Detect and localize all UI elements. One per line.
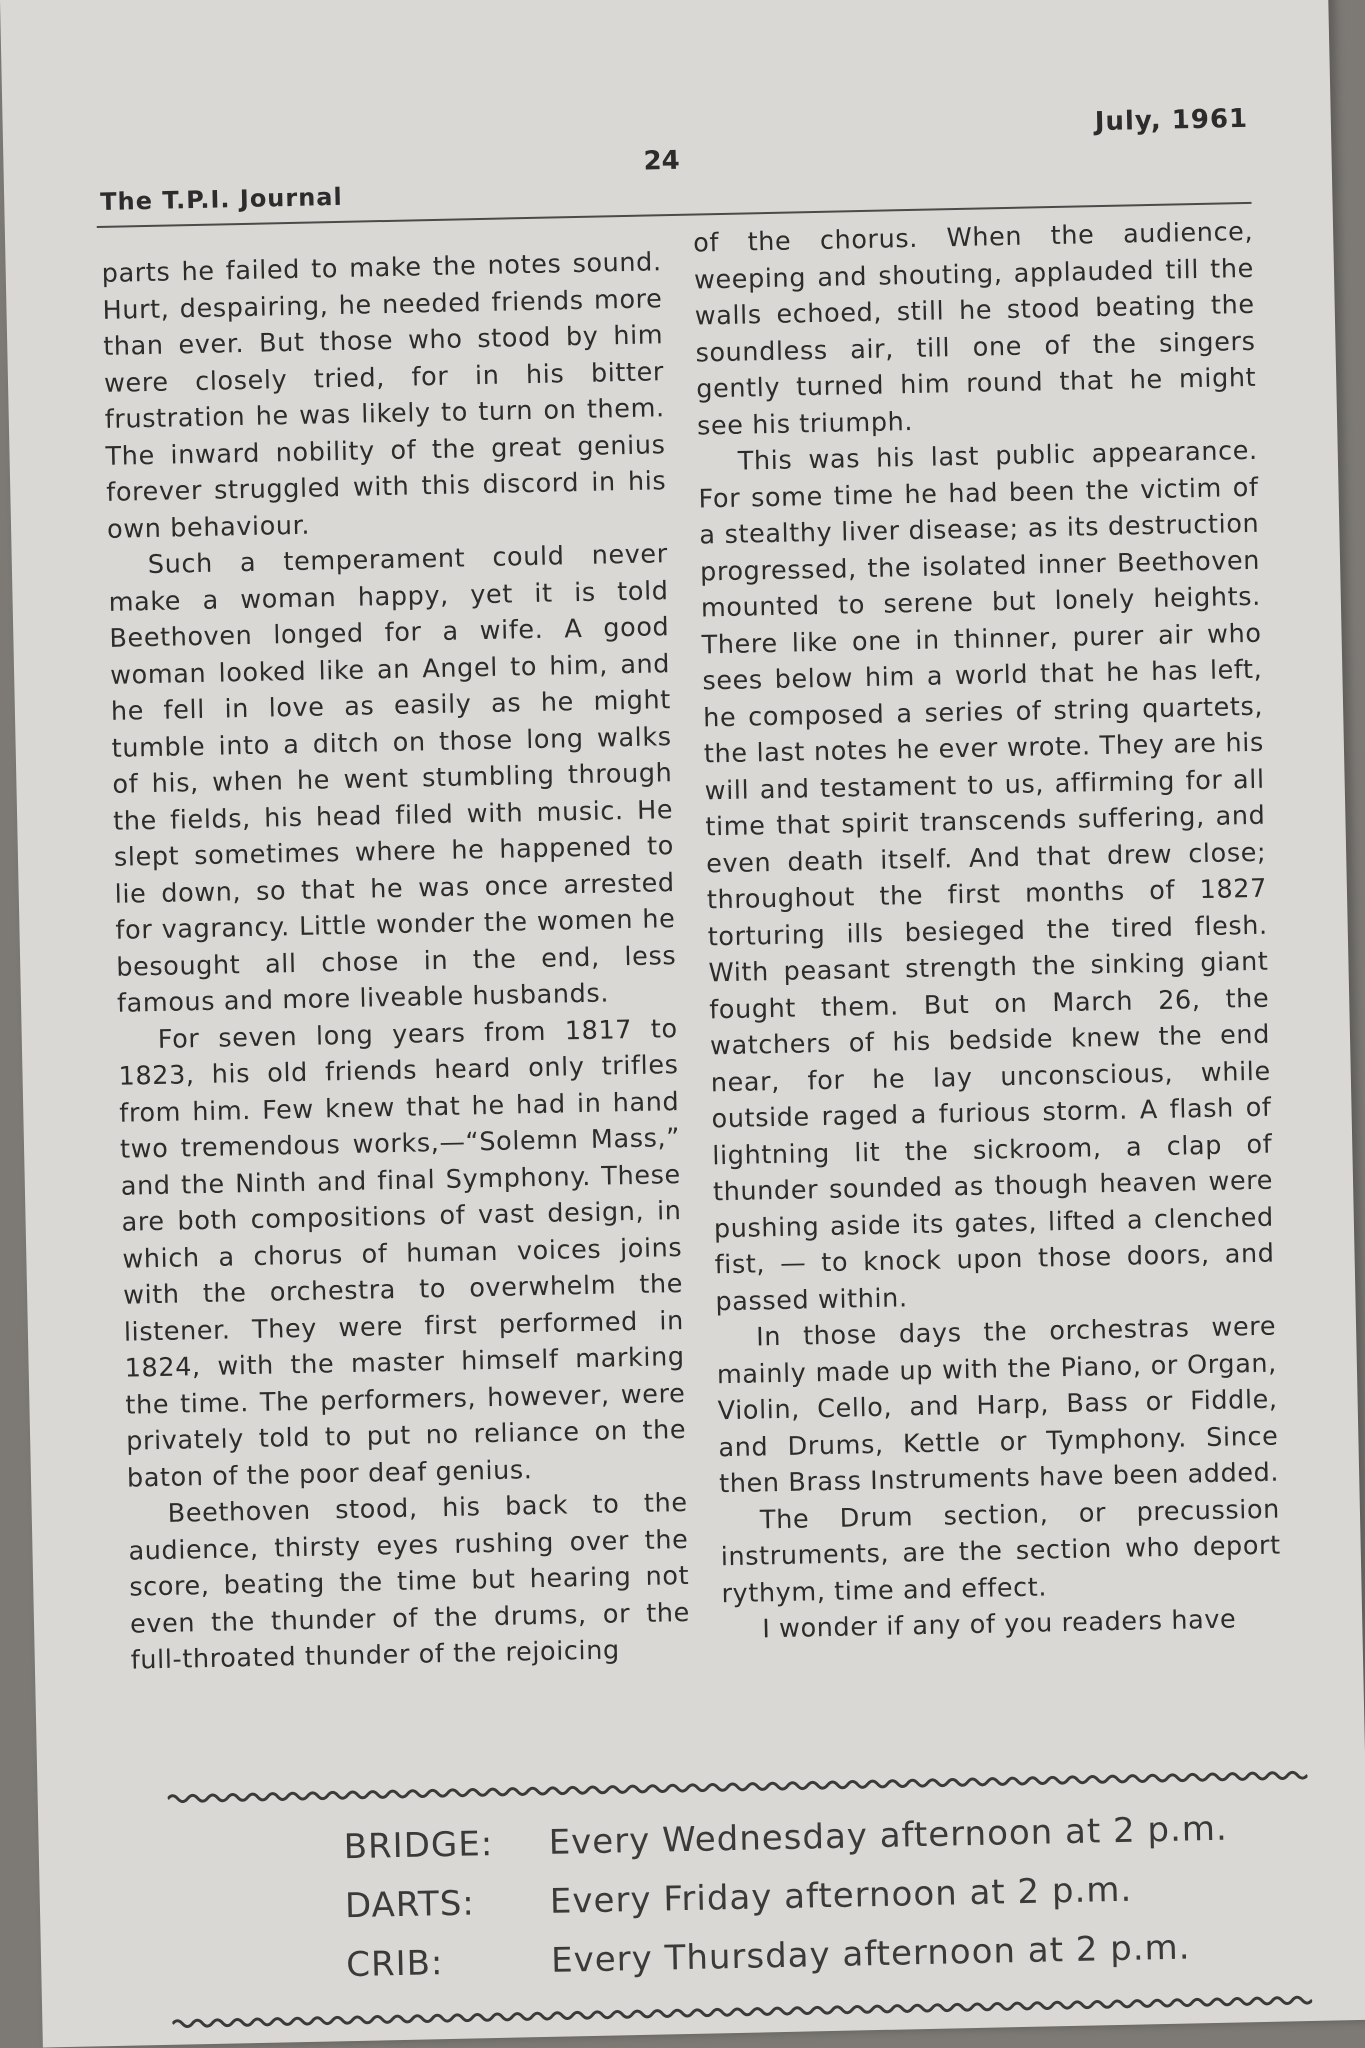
right-paragraph: This was his last public appearance. For some time he had been the victim of a stealthy liver disease; as its destruction progressed, the isolated inner Beethoven mounted to serene but lonely heights. There like one in thinner, purer air who sees below him a world that he has left, he composed a series of string quartets, the last notes he ever wrote. They are his will and testament to us, affirming for all time that spirit transcends suffering, and even death itself. And that drew close; throughout the first months of 1827 torturing ills besieged the tired flesh. With peasant strength the sinking giant fought them. But on March 26, the watchers of his bedside knew the end near, for he lay unconscious, while outside raged a furious storm. A flash of lightning lit the sickroom, a clap of thunder sounded as though heaven were pushing aside its gates, lifted a clenched fist, — to knock upon those doors, and passed within. (698, 435, 1275, 1317)
notice-label: BRIDGE: (343, 1824, 494, 1868)
wavy-divider-top (168, 1768, 1308, 1806)
issue-date: July, 1961 (1094, 103, 1249, 138)
right-paragraph: The Drum section, or precussion instruments, are the section who deport rythym, time and effect. (720, 1494, 1281, 1609)
right-paragraph: In those days the orchestras were mainly made up with the Piano, or Organ, Violin, Cello, and Harp, Bass or Fiddle, and Drums, Kettle or Tymphony. Since then Brass Instruments have been added. (716, 1311, 1280, 1500)
left-paragraph: For seven long years from 1817 to 1823, his old friends heard only trifles from him. Few knew that he had in hand two tremendous works,—“Solemn Mass,” and the Ninth and final Symphony. These are both compositions of vast design, in which a chorus of human voices joins with the orchestra to overwhelm the listener. They were first performed in 1824, with the master himself marking the time. The performers, however, were privately told to put no reliance on the baton of the poor deaf genius. (118, 1013, 687, 1494)
notice-text: Every Wednesday afternoon at 2 p.m. (548, 1808, 1229, 1863)
notice-text: Every Thursday afternoon at 2 p.m. (550, 1927, 1191, 1981)
left-paragraph: Beethoven stood, his back to the audience, thirsty eyes rushing over the score, beating the time but hearing not even the thunder of the drums, or the full-throated thunder of the rejoicing (128, 1487, 691, 1676)
wavy-divider-bottom (172, 1993, 1312, 2031)
journal-title: The T.P.I. Journal (99, 182, 343, 216)
left-column (101, 244, 691, 1679)
left-paragraph: Such a temperament could never make a woman happy, yet it is told Beethoven longed for a wife. A good woman looked like an Angel to him, and he fell in love as easily as he might tumble into a ditch on those long walks of his, when he went stumbling through the fields, his head filed with music. He slept sometimes where he happened to lie down, so that he was once arrested for vagrancy. Little wonder the women he besought all chose in the end, less famous and more liveable husbands. (108, 539, 677, 1019)
page-number: 24 (643, 145, 681, 177)
notice-text: Every Friday afternoon at 2 p.m. (549, 1869, 1133, 1922)
right-paragraph: of the chorus. When the audience, weeping and shouting, applauded till the walls echoed, still he stood beating the soundless air, till one of the singers gently turned him round that he might see his triumph. (692, 216, 1257, 441)
notice-label: DARTS: (344, 1883, 476, 1927)
right-column (693, 214, 1283, 1649)
notice-label: CRIB: (345, 1943, 444, 1986)
left-paragraph: parts he failed to make the notes sound. Hurt, despairing, he needed friends more than ever. But those who stood by him were closely tried, for in his bitter frustration he was likely to turn on them. The inward nobility of the great genius forever struggled with this discord in his own behaviour. (101, 247, 667, 545)
activity-notices (343, 1800, 1231, 1995)
right-paragraph: I wonder if any of you readers have (761, 1604, 1237, 1645)
